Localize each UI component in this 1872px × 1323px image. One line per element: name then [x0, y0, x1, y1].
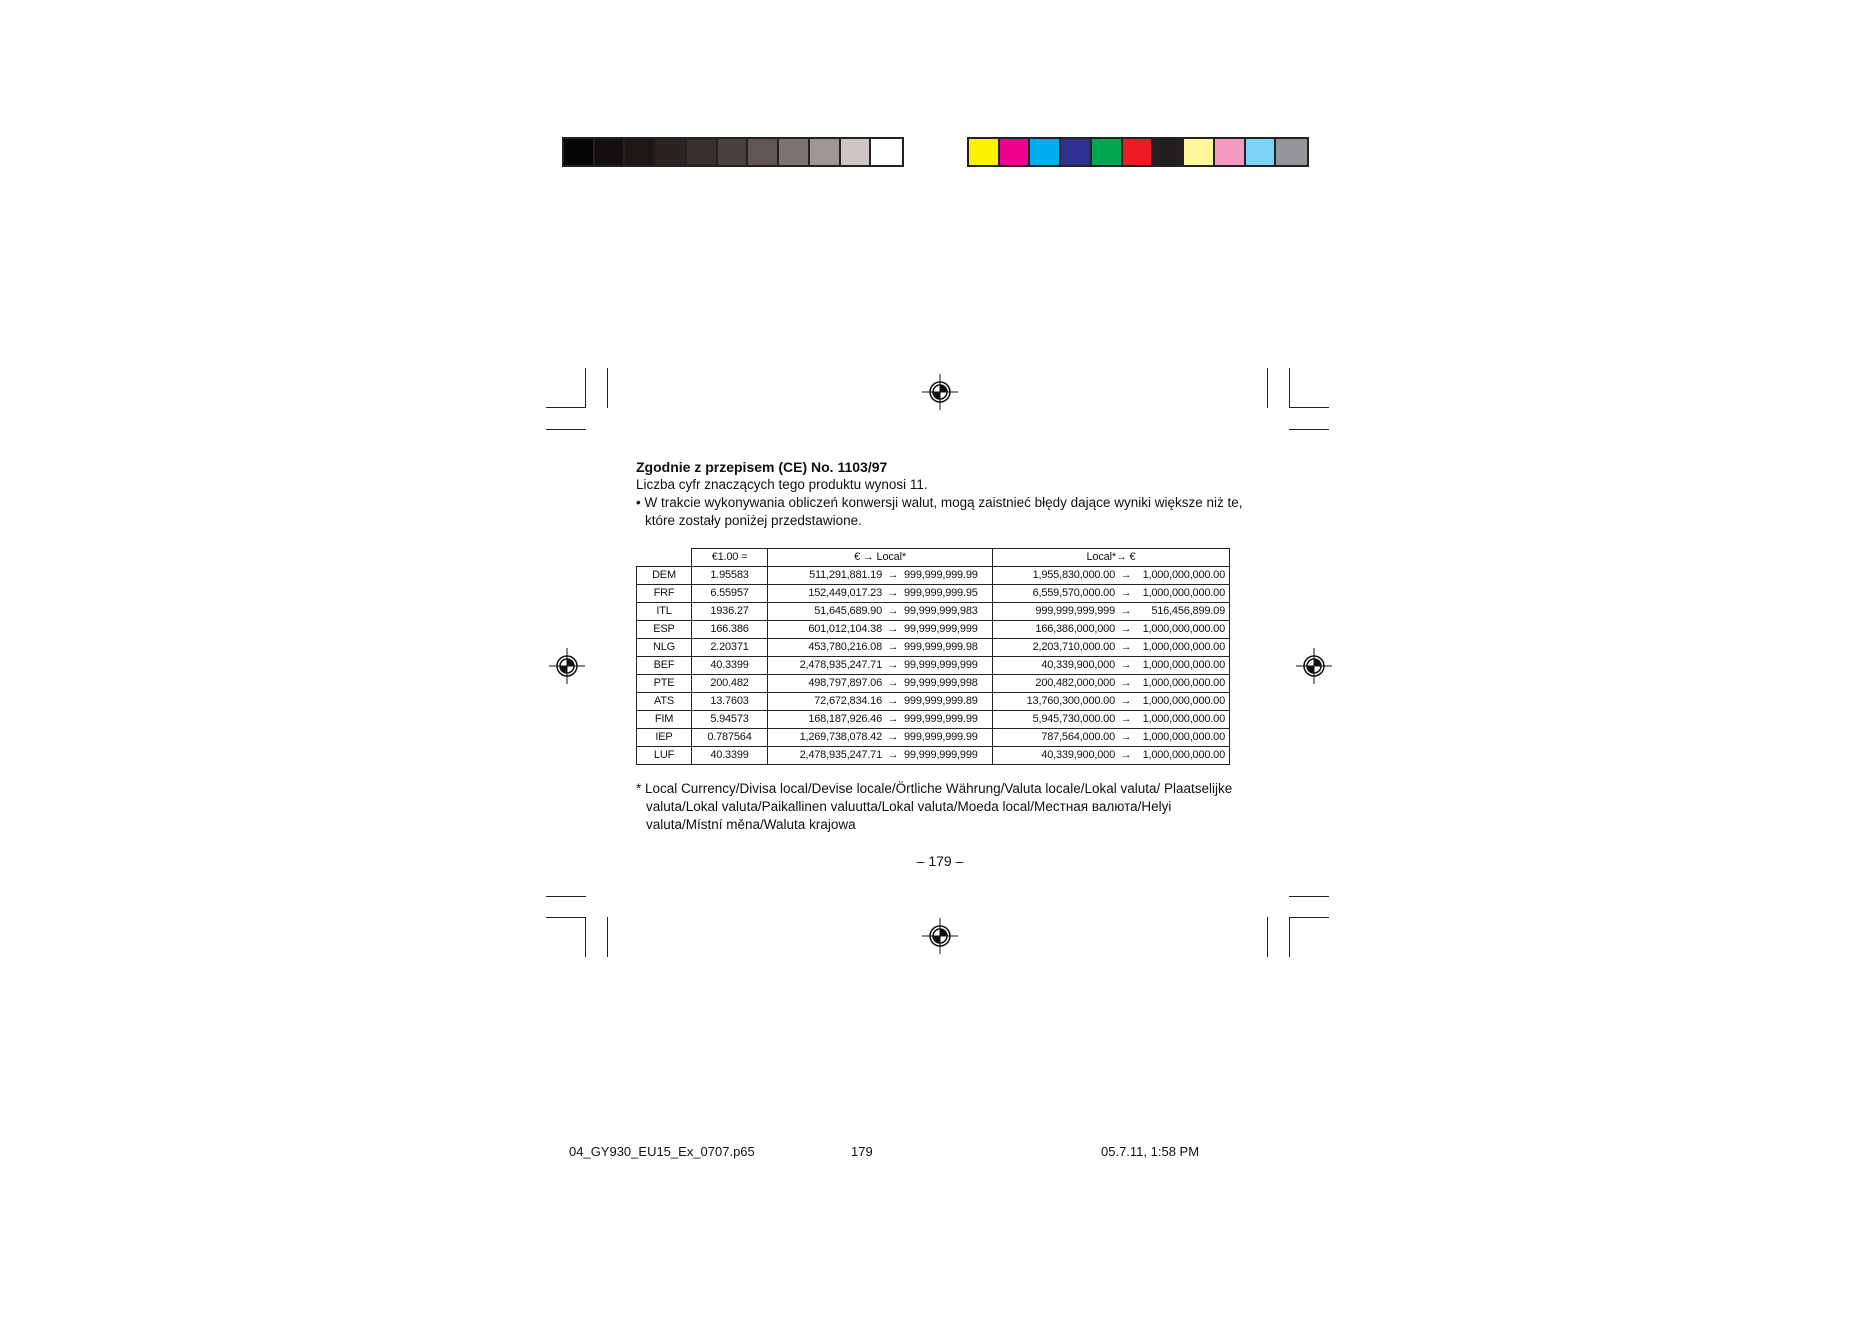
header-rate: €1.00 = [692, 549, 768, 567]
local-to-eur-input: 6,559,570,000.00 [1032, 587, 1115, 599]
eur-to-local-result: 999,999,999.99 [904, 731, 978, 743]
crop-mark [1289, 896, 1329, 897]
crop-mark [546, 896, 586, 897]
eur-to-local-result: 999,999,999.98 [904, 641, 978, 653]
local-to-eur-cell [993, 621, 1230, 639]
table-row [637, 621, 1230, 639]
registration-mark-right-icon [1296, 648, 1332, 684]
currency-code: BEF [637, 657, 692, 675]
currency-code: DEM [637, 567, 692, 585]
eur-to-local-cell [768, 711, 993, 729]
header-local-to-eur: Local*→ € [993, 549, 1230, 567]
local-to-eur-cell [993, 693, 1230, 711]
eur-to-local-cell [768, 639, 993, 657]
table-header-row [637, 549, 1230, 567]
crop-mark [607, 368, 608, 408]
color-calibration-bar [967, 137, 1309, 167]
eur-to-local-input: 152,449,017.23 [808, 587, 882, 599]
gray-swatch [687, 139, 718, 165]
local-to-eur-result: 1,000,000,000.00 [1142, 695, 1225, 707]
arrow-icon: → [887, 713, 899, 725]
arrow-icon: → [887, 695, 899, 707]
eur-to-local-input: 2,478,935,247.71 [799, 659, 882, 671]
eur-to-local-cell [768, 603, 993, 621]
eur-to-local-result: 99,999,999,983 [904, 605, 978, 617]
currency-code: FIM [637, 711, 692, 729]
eur-to-local-cell [768, 729, 993, 747]
gray-swatch [718, 139, 749, 165]
grayscale-calibration-bar [562, 137, 904, 167]
page-number: – 179 – [916, 853, 964, 869]
table-row [637, 639, 1230, 657]
arrow-icon: → [1120, 623, 1132, 635]
currency-code: ATS [637, 693, 692, 711]
color-swatch [1030, 139, 1061, 165]
rate-cell: 2.20371 [692, 639, 768, 657]
local-to-eur-cell [993, 585, 1230, 603]
table-row [637, 603, 1230, 621]
eur-to-local-result: 999,999,999.99 [904, 713, 978, 725]
eur-to-local-cell [768, 657, 993, 675]
eur-to-local-input: 2,478,935,247.71 [799, 749, 882, 761]
arrow-icon: → [887, 605, 899, 617]
slug-filename: 04_GY930_EU15_Ex_0707.p65 [569, 1144, 755, 1159]
eur-to-local-result: 99,999,999,999 [904, 623, 978, 635]
rate-cell: 5.94573 [692, 711, 768, 729]
arrow-icon: → [1120, 677, 1132, 689]
local-to-eur-cell [993, 603, 1230, 621]
crop-mark [1289, 429, 1329, 430]
eur-to-local-cell [768, 621, 993, 639]
arrow-icon: → [1120, 713, 1132, 725]
slug-page: 179 [851, 1144, 873, 1159]
local-to-eur-result: 1,000,000,000.00 [1142, 731, 1225, 743]
eur-to-local-input: 453,780,216.08 [808, 641, 882, 653]
eur-to-local-input: 51,645,689.90 [814, 605, 882, 617]
eur-to-local-result: 999,999,999.95 [904, 587, 978, 599]
crop-mark [1267, 368, 1268, 408]
crop-mark [607, 917, 608, 957]
local-to-eur-result: 1,000,000,000.00 [1142, 587, 1225, 599]
local-to-eur-cell [993, 711, 1230, 729]
local-to-eur-input: 13,760,300,000.00 [1026, 695, 1115, 707]
local-to-eur-result: 516,456,899.09 [1151, 605, 1225, 617]
rate-cell: 1.95583 [692, 567, 768, 585]
currency-code: ESP [637, 621, 692, 639]
gray-swatch [810, 139, 841, 165]
local-to-eur-result: 1,000,000,000.00 [1142, 623, 1225, 635]
eur-to-local-input: 601,012,104.38 [808, 623, 882, 635]
crop-mark [1289, 917, 1329, 918]
currency-code: LUF [637, 747, 692, 765]
gray-swatch [841, 139, 872, 165]
eur-to-local-cell [768, 585, 993, 603]
rate-cell: 0.787564 [692, 729, 768, 747]
arrow-icon: → [887, 677, 899, 689]
rate-cell: 200.482 [692, 675, 768, 693]
crop-mark [546, 407, 586, 408]
eur-to-local-result: 999,999,999.99 [904, 569, 978, 581]
table-row [637, 693, 1230, 711]
color-swatch [1276, 139, 1307, 165]
eur-to-local-input: 498,797,897.06 [808, 677, 882, 689]
eur-to-local-input: 72,672,834.16 [814, 695, 882, 707]
gray-swatch [625, 139, 656, 165]
local-to-eur-cell [993, 639, 1230, 657]
local-to-eur-result: 1,000,000,000.00 [1142, 749, 1225, 761]
footnote: * Local Currency/Divisa local/Devise locale/Örtliche Währung/Valuta locale/Lokal valuta/ Plaatselijke valuta/Lokal valuta/Paikallinen valuutta/Lokal valuta/Moeda local/Местная валюта/Helyi valuta/Místní měna/Waluta krajowa [636, 781, 1233, 832]
intro-text: Liczba cyfr znaczących tego produktu wynosi 11. [636, 477, 928, 492]
text-block [636, 458, 1266, 530]
arrow-icon: → [887, 587, 899, 599]
arrow-icon: → [887, 659, 899, 671]
eur-to-local-cell [768, 567, 993, 585]
table-row [637, 675, 1230, 693]
table-row [637, 567, 1230, 585]
gray-swatch [595, 139, 626, 165]
rate-cell: 40.3399 [692, 747, 768, 765]
section-heading: Zgodnie z przepisem (CE) No. 1103/97 [636, 459, 888, 475]
local-to-eur-input: 5,945,730,000.00 [1032, 713, 1115, 725]
rate-cell: 13.7603 [692, 693, 768, 711]
color-swatch [1092, 139, 1123, 165]
eur-to-local-result: 99,999,999,999 [904, 749, 978, 761]
gray-swatch [748, 139, 779, 165]
color-swatch [1246, 139, 1277, 165]
eur-to-local-result: 999,999,999.89 [904, 695, 978, 707]
local-to-eur-cell [993, 657, 1230, 675]
local-to-eur-input: 166,386,000,000 [1035, 623, 1115, 635]
rate-cell: 40.3399 [692, 657, 768, 675]
slug-date: 05.7.11, 1:58 PM [1101, 1144, 1200, 1159]
crop-mark [546, 917, 586, 918]
eur-to-local-input: 1,269,738,078.42 [799, 731, 882, 743]
local-to-eur-result: 1,000,000,000.00 [1142, 569, 1225, 581]
local-to-eur-result: 1,000,000,000.00 [1142, 677, 1225, 689]
registration-mark-top-icon [922, 374, 958, 410]
eur-to-local-result: 99,999,999,998 [904, 677, 978, 689]
eur-to-local-cell [768, 747, 993, 765]
arrow-icon: → [1120, 659, 1132, 671]
arrow-icon: → [1120, 587, 1132, 599]
header-eur-to-local: € → Local* [768, 549, 993, 567]
local-to-eur-input: 40,339,900,000 [1041, 659, 1115, 671]
arrow-icon: → [887, 641, 899, 653]
eur-to-local-result: 99,999,999,999 [904, 659, 978, 671]
header-blank-cell [637, 549, 692, 567]
currency-code: ITL [637, 603, 692, 621]
currency-code: FRF [637, 585, 692, 603]
color-swatch [1184, 139, 1215, 165]
table-row [637, 729, 1230, 747]
arrow-icon: → [1120, 731, 1132, 743]
crop-mark [585, 368, 586, 408]
arrow-icon: → [887, 569, 899, 581]
crop-mark [1289, 917, 1290, 957]
rate-cell: 1936.27 [692, 603, 768, 621]
arrow-icon: → [1120, 641, 1132, 653]
local-to-eur-cell [993, 729, 1230, 747]
color-swatch [1061, 139, 1092, 165]
crop-mark [1289, 407, 1329, 408]
eur-to-local-input: 511,291,881.19 [809, 569, 882, 581]
local-to-eur-result: 1,000,000,000.00 [1142, 641, 1225, 653]
local-to-eur-input: 787,564,000.00 [1041, 731, 1115, 743]
color-swatch [1123, 139, 1154, 165]
eur-to-local-cell [768, 693, 993, 711]
arrow-icon: → [887, 623, 899, 635]
color-swatch [969, 139, 1000, 165]
gray-swatch [564, 139, 595, 165]
local-to-eur-cell [993, 567, 1230, 585]
local-to-eur-result: 1,000,000,000.00 [1142, 713, 1225, 725]
table-row [637, 711, 1230, 729]
local-to-eur-input: 200,482,000,000 [1035, 677, 1115, 689]
local-to-eur-cell [993, 747, 1230, 765]
crop-mark [585, 917, 586, 957]
currency-code: IEP [637, 729, 692, 747]
arrow-icon: → [1120, 695, 1132, 707]
currency-code: NLG [637, 639, 692, 657]
arrow-icon: → [1120, 749, 1132, 761]
gray-swatch [779, 139, 810, 165]
local-to-eur-input: 40,339,900,000 [1041, 749, 1115, 761]
color-swatch [1000, 139, 1031, 165]
gray-swatch [871, 139, 902, 165]
arrow-icon: → [1120, 605, 1132, 617]
local-to-eur-input: 2,203,710,000.00 [1032, 641, 1115, 653]
arrow-icon: → [887, 749, 899, 761]
local-to-eur-input: 999,999,999,999 [1035, 605, 1115, 617]
currency-code: PTE [637, 675, 692, 693]
color-swatch [1153, 139, 1184, 165]
crop-mark [546, 429, 586, 430]
bullet-note: • W trakcie wykonywania obliczeń konwersji walut, mogą zaistnieć błędy dające wyniki większe niż te, które zostały poniżej przedstawione. [636, 495, 1243, 528]
table-row [637, 747, 1230, 765]
local-to-eur-cell [993, 675, 1230, 693]
crop-mark [1267, 917, 1268, 957]
conversion-table [636, 548, 1230, 765]
eur-to-local-input: 168,187,926.46 [808, 713, 882, 725]
color-swatch [1215, 139, 1246, 165]
rate-cell: 166.386 [692, 621, 768, 639]
arrow-icon: → [887, 731, 899, 743]
table-row [637, 657, 1230, 675]
local-to-eur-input: 1,955,830,000.00 [1032, 569, 1115, 581]
crop-mark [1289, 368, 1290, 408]
registration-mark-bottom-icon [922, 918, 958, 954]
arrow-icon: → [1120, 569, 1132, 581]
table-row [637, 585, 1230, 603]
rate-cell: 6.55957 [692, 585, 768, 603]
eur-to-local-cell [768, 675, 993, 693]
gray-swatch [656, 139, 687, 165]
registration-mark-left-icon [549, 648, 585, 684]
local-to-eur-result: 1,000,000,000.00 [1142, 659, 1225, 671]
